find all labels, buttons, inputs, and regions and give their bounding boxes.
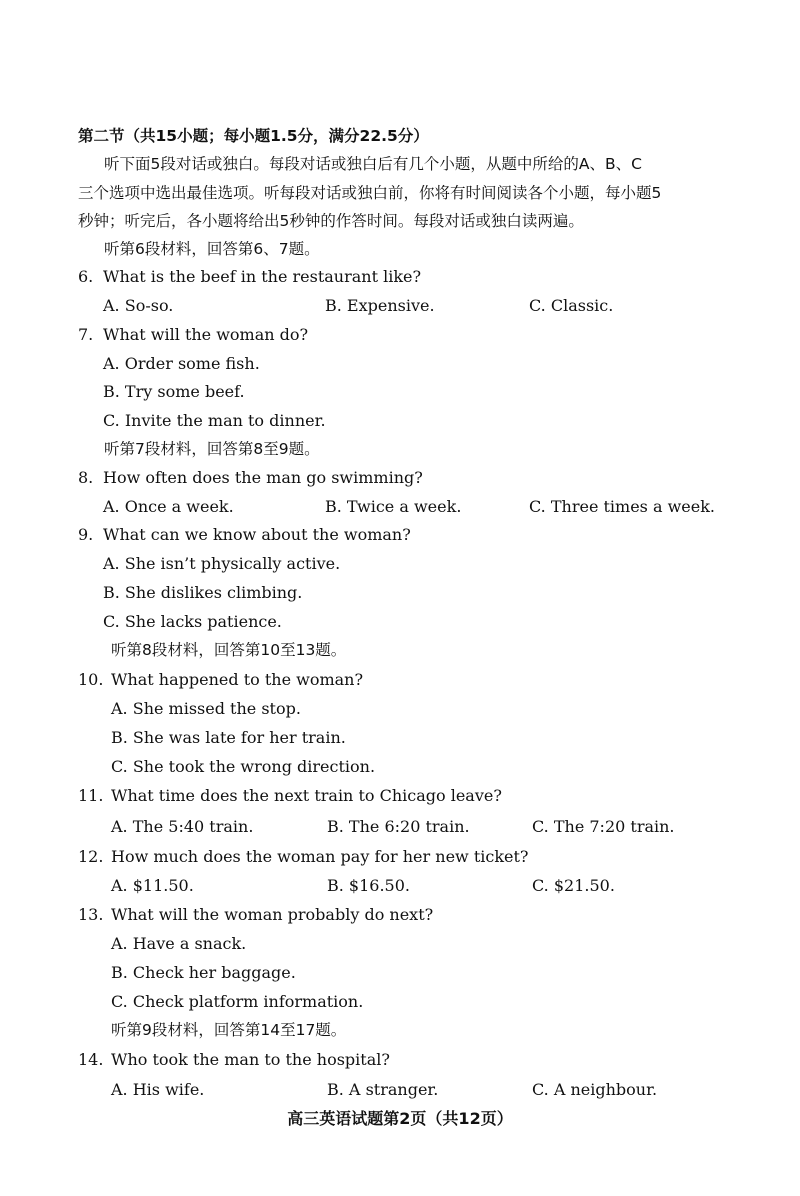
instructions-line-2: 三个选项中选出最佳选项。听每段对话或独白前，你将有时间阅读各个小题，每小题5 [78, 184, 662, 202]
question-13-option-b: B. Check her baggage. [111, 963, 296, 982]
question-6-option-c: C. Classic. [529, 296, 614, 315]
question-10-option-b: B. She was late for her train. [111, 728, 346, 747]
question-6-option-b: B. Expensive. [325, 296, 435, 315]
question-10-option-c: C. She took the wrong direction. [111, 757, 376, 776]
question-7-number: 7. [78, 325, 94, 344]
question-13-number: 13. [78, 905, 104, 924]
question-9-option-a: A. She isn’t physically active. [103, 554, 341, 573]
question-10-option-a: A. She missed the stop. [111, 699, 301, 718]
question-13-option-c: C. Check platform information. [111, 992, 364, 1011]
question-9-option-c: C. She lacks patience. [103, 612, 282, 631]
instructions-line-1: 听下面5段对话或独白。每段对话或独白后有几个小题，从题中所给的A、B、C [104, 155, 642, 173]
question-14-option-a: A. His wife. [111, 1080, 205, 1099]
question-12-text: How much does the woman pay for her new ticket? [111, 847, 529, 866]
question-12-option-c: C. $21.50. [532, 876, 615, 895]
instructions-line-3: 秒钟；听完后，各小题将给出5秒钟的作答时间。每段对话或独白读两遍。 [78, 212, 584, 230]
question-6-option-a: A. So-so. [103, 296, 174, 315]
question-11-option-a: A. The 5:40 train. [111, 817, 254, 836]
question-13-option-a: A. Have a snack. [111, 934, 247, 953]
question-7-text: What will the woman do? [103, 325, 309, 344]
question-8-option-a: A. Once a week. [103, 497, 234, 516]
question-8-option-b: B. Twice a week. [325, 497, 462, 516]
question-8-option-c: C. Three times a week. [529, 497, 716, 516]
question-7-option-b: B. Try some beef. [103, 382, 245, 401]
question-9-option-b: B. She dislikes climbing. [103, 583, 303, 602]
material-9-instruction: 听第9段材料，回答第14至17题。 [111, 1021, 347, 1039]
question-6-text: What is the beef in the restaurant like? [103, 267, 422, 286]
question-11-option-b: B. The 6:20 train. [327, 817, 470, 836]
question-14-option-b: B. A stranger. [327, 1080, 439, 1099]
question-7-option-a: A. Order some fish. [103, 354, 260, 373]
question-10-text: What happened to the woman? [111, 670, 364, 689]
question-12-number: 12. [78, 847, 104, 866]
page-footer: 高三英语试题第2页（共12页） [287, 1109, 513, 1128]
question-10-number: 10. [78, 670, 104, 689]
section-title: 第二节（共15小题；每小题1.5分，满分22.5分） [78, 127, 429, 145]
question-11-number: 11. [78, 786, 104, 805]
question-8-number: 8. [78, 468, 94, 487]
question-8-text: How often does the man go swimming? [103, 468, 423, 487]
question-6-number: 6. [78, 267, 94, 286]
question-13-text: What will the woman probably do next? [111, 905, 434, 924]
question-11-option-c: C. The 7:20 train. [532, 817, 675, 836]
question-9-text: What can we know about the woman? [103, 525, 411, 544]
material-8-instruction: 听第8段材料，回答第10至13题。 [111, 641, 347, 659]
question-7-option-c: C. Invite the man to dinner. [103, 411, 326, 430]
material-7-instruction: 听第7段材料，回答第8至9题。 [104, 440, 320, 458]
question-12-option-a: A. $11.50. [111, 876, 194, 895]
material-6-instruction: 听第6段材料，回答第6、7题。 [104, 240, 320, 258]
question-14-option-c: C. A neighbour. [532, 1080, 658, 1099]
question-12-option-b: B. $16.50. [327, 876, 410, 895]
question-9-number: 9. [78, 525, 94, 544]
question-14-number: 14. [78, 1050, 104, 1069]
question-11-text: What time does the next train to Chicago leave? [111, 786, 502, 805]
question-14-text: Who took the man to the hospital? [111, 1050, 390, 1069]
